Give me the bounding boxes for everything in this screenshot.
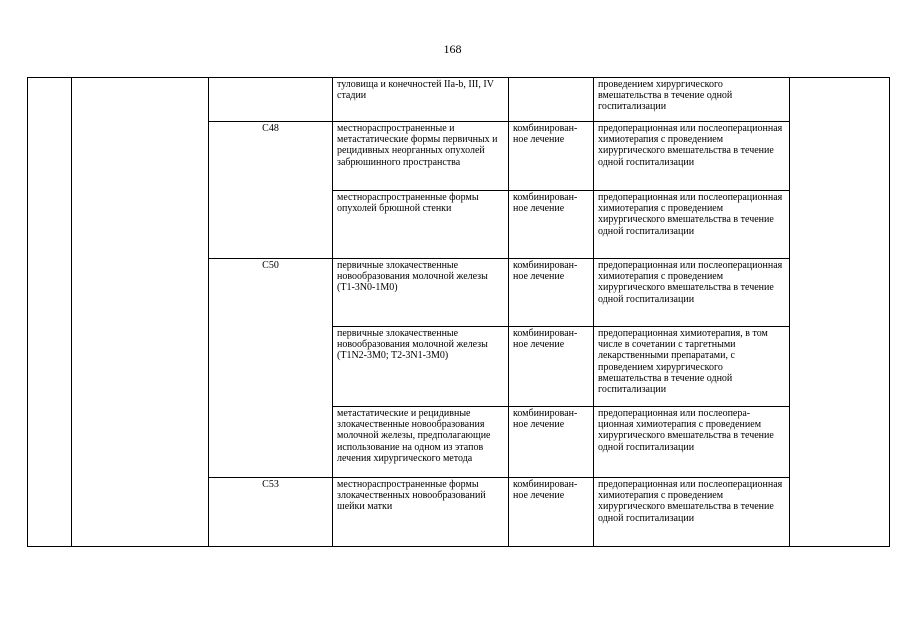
treatment-type-cell: комбинирован-ное лечение: [509, 327, 594, 407]
treatment-type-cell: комбинирован-ное лечение: [509, 122, 594, 191]
icd-code-cell: C50: [209, 259, 333, 478]
code-cell: [209, 78, 333, 122]
page-number: 168: [443, 42, 462, 56]
blank-column-7-cell: [790, 78, 890, 547]
diagnosis-cell: местнораспространенные формы злокачественных новообразований шейки матки: [333, 478, 509, 547]
treatment-cell: предоперационная или послеоперационная химиотерапия с проведением хирургического вмешательства в течение одной госпитализации: [594, 478, 790, 547]
table-row: [28, 78, 890, 122]
blank-column-1-cell: [28, 78, 72, 547]
diagnosis-cell: первичные злокачественные новообразования молочной железы (T1-3N0-1M0): [333, 259, 509, 327]
treatment-cell: предоперационная или послеопера-ционная химиотерапия с проведением хирургического вмешательства в течение одной госпитализации: [594, 407, 790, 478]
diagnosis-cell: местнораспространенные и метастатические формы первичных и рецидивных неорганных опухолей забрюшинного пространства: [333, 122, 509, 191]
treatment-cell: проведением хирургического вмешательства в течение одной госпитализации: [594, 78, 790, 122]
icd-code-cell: C53: [209, 478, 333, 547]
diagnosis-cell: первичные злокачественные новообразования молочной железы (T1N2-3M0; T2-3N1-3M0): [333, 327, 509, 407]
treatment-type-cell: комбинирован-ное лечение: [509, 191, 594, 259]
treatment-type-cell: [509, 78, 594, 122]
treatment-cell: предоперационная или послеоперационная химиотерапия с проведением хирургического вмешательства в течение одной госпитализации: [594, 259, 790, 327]
treatment-type-cell: комбинирован-ное лечение: [509, 259, 594, 327]
blank-column-2-cell: [72, 78, 209, 547]
treatment-cell: предоперационная или послеоперационная химиотерапия с проведением хирургического вмешательства в течение одной госпитализации: [594, 122, 790, 191]
treatment-type-cell: комбинирован-ное лечение: [509, 478, 594, 547]
diagnosis-cell: местнораспространенные формы опухолей брюшной стенки: [333, 191, 509, 259]
treatment-cell: предоперационная или послеоперационная химиотерапия с проведением хирургического вмешательства в течение одной госпитализации: [594, 191, 790, 259]
treatment-type-cell: комбинирован-ное лечение: [509, 407, 594, 478]
diagnosis-cell: туловища и конечностей IIa-b, III, IV стадии: [333, 78, 509, 122]
medical-care-table: [27, 77, 890, 547]
diagnosis-cell: метастатические и рецидивные злокачественные новообразования молочной железы, предполагающие использование на одном из этапов лечения хирургического метода: [333, 407, 509, 478]
treatment-cell: предоперационная химиотерапия, в том числе в сочетании с таргетными лекарственными препаратами, с проведением хирургического вмешательства в течение одной госпитализации: [594, 327, 790, 407]
icd-code-cell: C48: [209, 122, 333, 259]
